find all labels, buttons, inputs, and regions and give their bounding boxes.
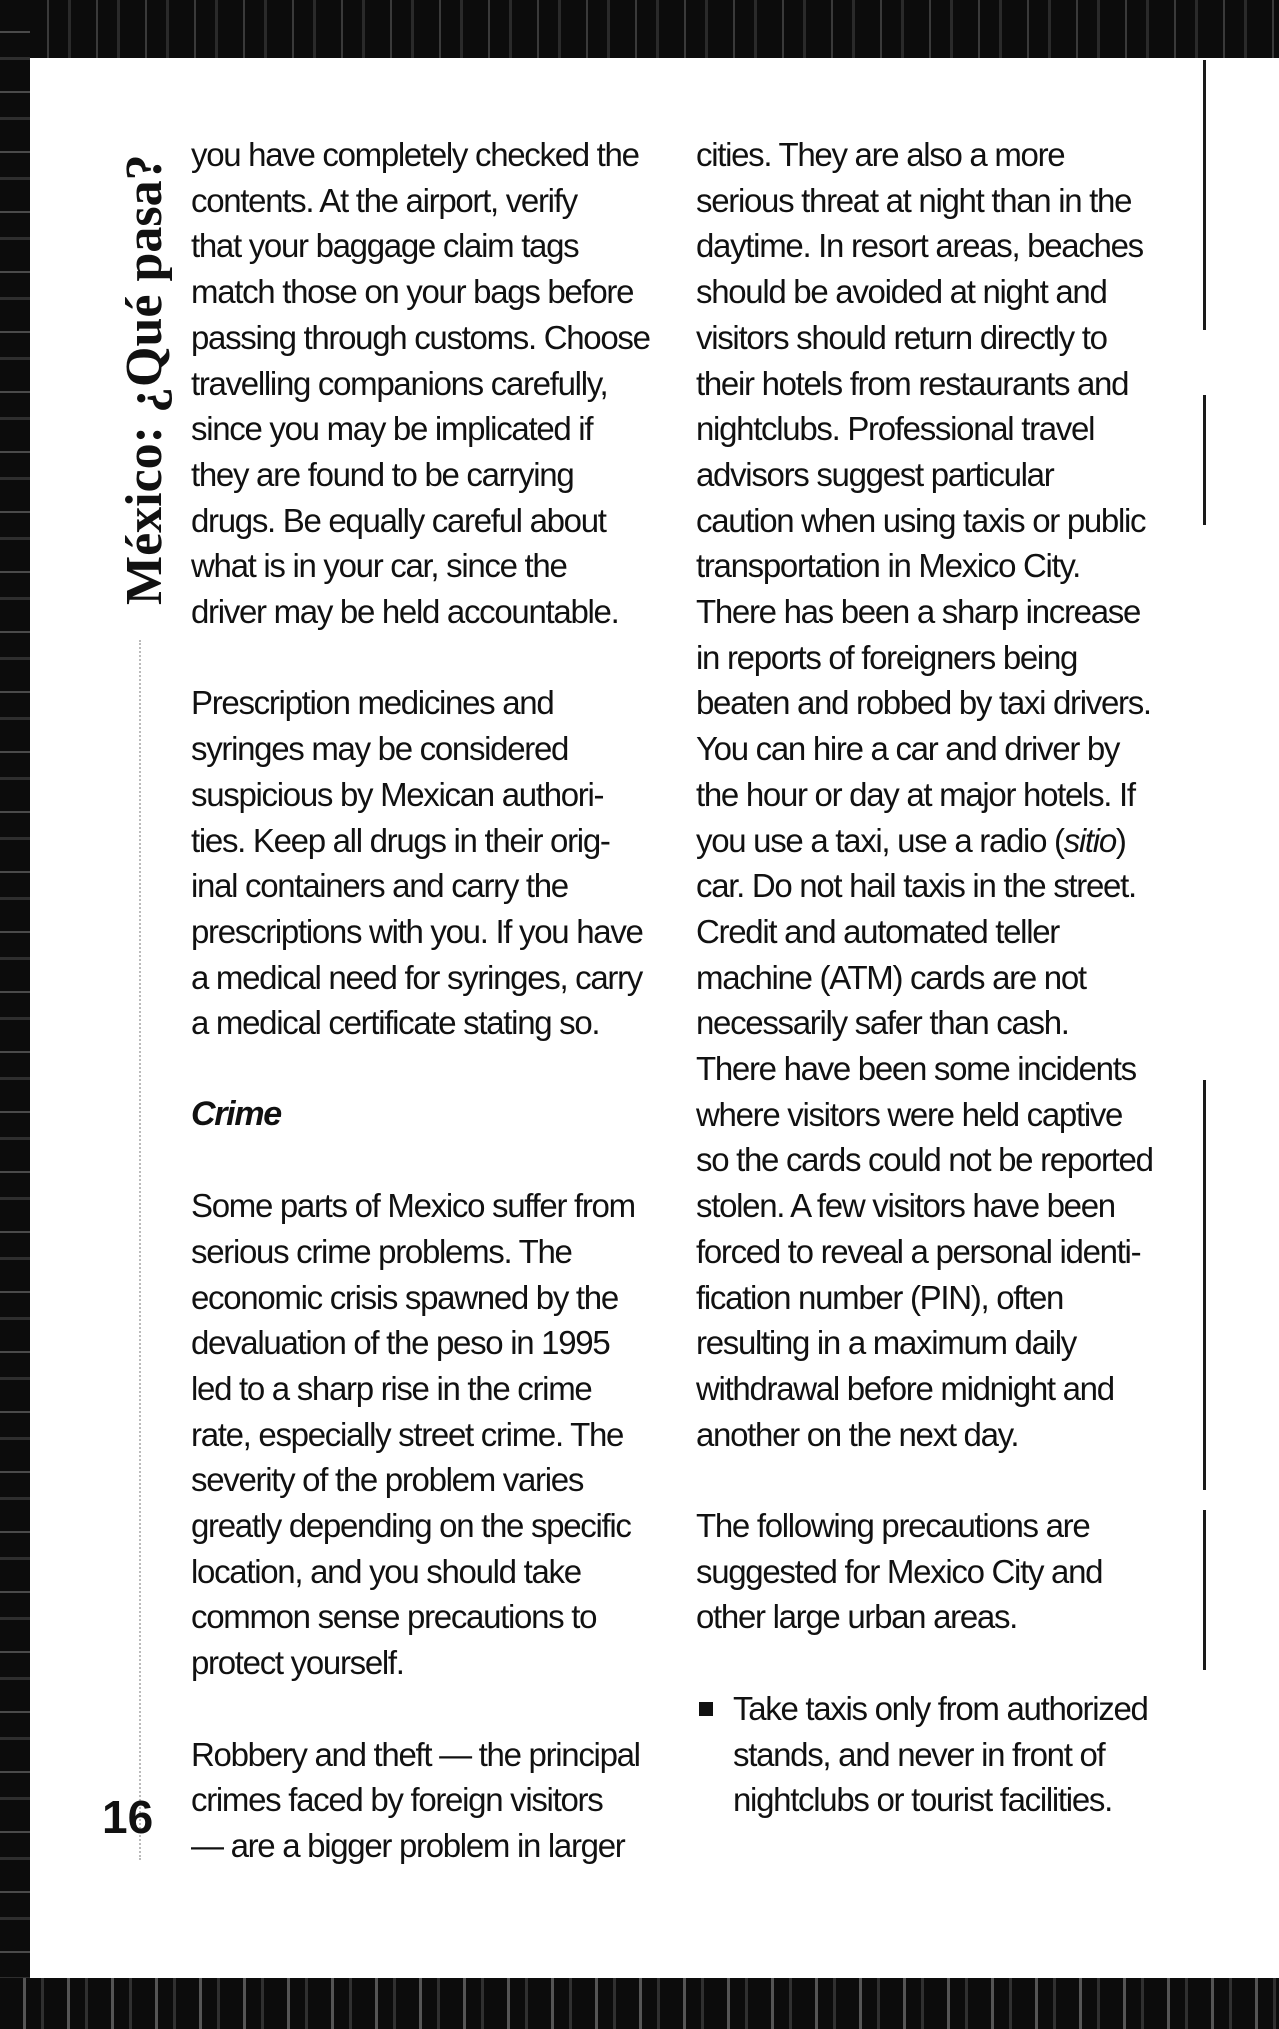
text-line: that your baggage claim tags — [191, 227, 579, 265]
text-line: car. Do not hail taxis in the street. — [696, 867, 1136, 905]
right-column — [696, 132, 1166, 1823]
text-line: necessarily safer than cash. — [696, 1004, 1069, 1042]
precautions-list — [696, 1686, 1166, 1823]
text-line: severity of the problem varies — [191, 1461, 584, 1499]
text-line: Prescription medicines and — [191, 684, 554, 722]
text-line: a medical need for syringes, carry — [191, 958, 643, 996]
scan-border-left — [0, 0, 30, 2029]
text-line: machine (ATM) cards are not — [696, 958, 1086, 996]
paragraph-crime-problems — [191, 1183, 661, 1686]
text-line: prescriptions with you. If you have — [191, 912, 643, 950]
text-line: serious threat at night than in the — [696, 181, 1132, 219]
text-line: crimes faced by foreign visitors — [191, 1781, 603, 1819]
square-bullet-icon — [699, 1702, 713, 1716]
text-line: visitors should return directly to — [696, 318, 1107, 356]
text-line: location, and you should take — [191, 1552, 581, 1590]
text-line: ties. Keep all drugs in their orig- — [191, 821, 610, 859]
text-line: other large urban areas. — [696, 1598, 1018, 1636]
italic-term-sitio: sitio — [1063, 821, 1116, 859]
text-line: advisors suggest particular — [696, 455, 1054, 493]
paragraph-precautions-intro — [696, 1503, 1166, 1640]
scan-border-top — [0, 0, 1279, 58]
text-line: what is in your car, since the — [191, 547, 567, 585]
text-line: led to a sharp rise in the crime — [191, 1369, 592, 1407]
text-line: common sense precautions to — [191, 1598, 597, 1636]
text-line: stolen. A few visitors have been — [696, 1187, 1115, 1225]
page-edge-line — [1203, 395, 1206, 525]
text-line: driver may be held accountable. — [191, 593, 619, 631]
text-line: economic crisis spawned by the — [191, 1278, 618, 1316]
text-line: contents. At the airport, verify — [191, 181, 577, 219]
text-line: Credit and automated teller — [696, 912, 1059, 950]
page-edge-line — [1203, 1510, 1206, 1670]
left-column — [191, 132, 661, 1914]
text-line: serious crime problems. The — [191, 1232, 572, 1270]
scan-border-bottom — [0, 1978, 1279, 2029]
page-number: 16 — [102, 1791, 154, 1843]
text-line: daytime. In resort areas, beaches — [696, 227, 1143, 265]
text-line: caution when using taxis or public — [696, 501, 1146, 539]
text-line: another on the next day. — [696, 1415, 1019, 1453]
text-line: drugs. Be equally careful about — [191, 501, 606, 539]
text-line: greatly depending on the specific — [191, 1507, 631, 1545]
text-line: suspicious by Mexican authori- — [191, 775, 604, 813]
text-line: There have been some incidents — [696, 1050, 1136, 1088]
text-line: fication number (PIN), often — [696, 1278, 1064, 1316]
text-line: in reports of foreigners being — [696, 638, 1078, 676]
text-fragment: you use a taxi, use a radio ( — [696, 821, 1064, 859]
text-line: so the cards could not be reported — [696, 1141, 1153, 1179]
text-line — [696, 822, 1126, 859]
text-line: match those on your bags before — [191, 273, 634, 311]
text-line: Some parts of Mexico suffer from — [191, 1187, 635, 1225]
text-line: the hour or day at major hotels. If — [696, 775, 1135, 813]
text-line: where visitors were held captive — [696, 1095, 1123, 1133]
text-line: suggested for Mexico City and — [696, 1552, 1103, 1590]
text-fragment: ) — [1115, 821, 1126, 859]
text-line: nightclubs or tourist facilities. — [733, 1781, 1112, 1819]
text-line: cities. They are also a more — [696, 136, 1065, 173]
text-line: their hotels from restaurants and — [696, 364, 1129, 402]
paragraph-prescriptions — [191, 680, 661, 1046]
text-line: since you may be implicated if — [191, 410, 593, 448]
text-line: should be avoided at night and — [696, 273, 1107, 311]
text-line: nightclubs. Professional travel — [696, 410, 1095, 448]
text-line: There has been a sharp increase — [696, 593, 1141, 631]
text-line: passing through customs. Choose — [191, 318, 650, 356]
text-line: inal containers and carry the — [191, 867, 568, 905]
text-line: transportation in Mexico City. — [696, 547, 1081, 585]
text-line: resulting in a maximum daily — [696, 1324, 1076, 1362]
running-head: México: ¿Qué pasa? — [116, 154, 173, 605]
text-line: syringes may be considered — [191, 730, 569, 768]
margin-rule — [139, 640, 141, 1860]
text-line: protect yourself. — [191, 1644, 404, 1682]
page-edge-line — [1203, 60, 1206, 330]
text-line: beaten and robbed by taxi drivers. — [696, 684, 1151, 722]
paragraph-crime-continued — [696, 132, 1166, 1457]
section-heading-crime: Crime — [191, 1094, 281, 1133]
text-line: a medical certificate stating so. — [191, 1004, 600, 1042]
text-line: travelling companions carefully, — [191, 364, 608, 402]
paragraph-customs — [191, 132, 661, 635]
page-edge-line — [1203, 1080, 1206, 1490]
text-line: stands, and never in front of — [733, 1735, 1105, 1773]
text-line: Take taxis only from authorized — [733, 1689, 1148, 1727]
text-line: Robbery and theft — the principal — [191, 1735, 640, 1773]
text-line: rate, especially street crime. The — [191, 1415, 624, 1453]
text-line: devaluation of the peso in 1995 — [191, 1324, 610, 1362]
paragraph-robbery — [191, 1732, 661, 1869]
text-line: — are a bigger problem in larger — [191, 1826, 625, 1864]
text-line: you have completely checked the — [191, 136, 639, 173]
text-line: forced to reveal a personal identi- — [696, 1232, 1141, 1270]
text-line: The following precautions are — [696, 1507, 1090, 1545]
text-line: withdrawal before midnight and — [696, 1369, 1114, 1407]
list-item — [696, 1686, 1166, 1823]
text-line: they are found to be carrying — [191, 455, 574, 493]
text-line: You can hire a car and driver by — [696, 730, 1120, 768]
